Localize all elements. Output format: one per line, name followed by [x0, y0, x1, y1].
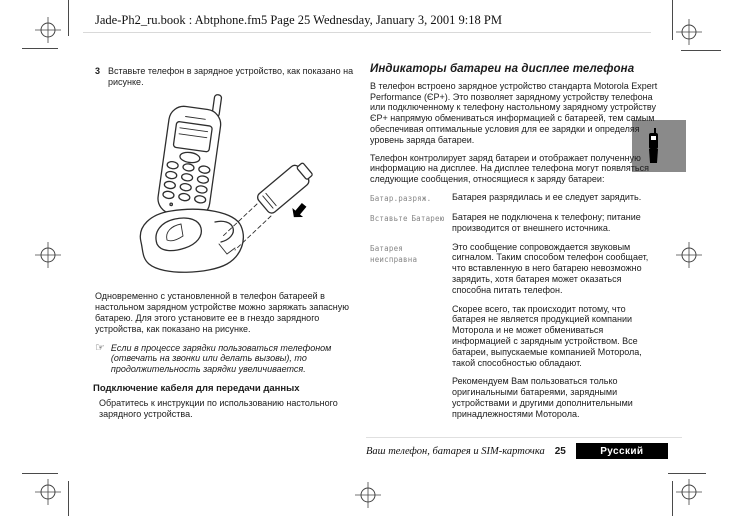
crop-line-bottom-left-v — [68, 481, 69, 516]
header-divider — [83, 32, 651, 33]
display-message: Батар.разряж. — [370, 193, 432, 203]
message-description: Это сообщение сопровождается звуковым сигналом. Таким способом телефон сообщает, что вставленную в него батарею невозможно зарядить, хотя батарея может оказаться способна питать телефон. — [452, 241, 649, 295]
crop-line-top-right-v — [672, 0, 673, 40]
registration-mark-icon — [35, 479, 61, 505]
phone-charger-illustration — [123, 94, 357, 284]
display-message: Вставьте Батарею — [370, 213, 445, 223]
spare-battery-paragraph: Одновременно с установленной в телефон батареей в настольном зарядном устройстве можно заряжать запасную батарею. Для этого установите ее в гнездо зарядного устройства, как показано на рисунке. — [95, 291, 349, 334]
charging-note — [95, 343, 357, 375]
recommendation-paragraph: Рекомендуем Вам пользоваться только оригинальными батареями, зарядными устройствами и другими дополнительными принадлежностями Моторола. — [452, 376, 633, 419]
registration-mark-icon — [355, 482, 381, 508]
footer-divider — [366, 437, 682, 438]
crop-line-top-right-h — [681, 50, 721, 51]
display-message: Батарея неисправна — [370, 243, 418, 264]
step-number: 3 — [95, 66, 101, 76]
crop-line-bottom-right-h — [668, 473, 706, 474]
crop-line-bottom-left-h — [22, 473, 58, 474]
registration-mark-icon — [676, 19, 702, 45]
pointing-hand-icon: ☞ — [95, 341, 105, 354]
display-paragraph: Телефон контролирует заряд батареи и отображает полученную информацию на дисплее. На дисплее телефона могут появляться следующие сообщения, относящиеся к заряду батареи: — [370, 152, 649, 185]
crop-line-top-left-v — [68, 0, 69, 36]
data-cable-paragraph: Обратитесь к инструкции по использованию настольного зарядного устройства. — [99, 397, 338, 419]
step-text: Вставьте телефон в зарядное устройство, как показано на рисунке. — [108, 66, 354, 87]
registration-mark-icon — [676, 479, 702, 505]
crop-line-bottom-right-v — [672, 481, 673, 516]
ep-paragraph: В телефон встроено зарядное устройство стандарта Motorola Expert Performance (ЄР+). Это позволяет зарядному устройству телефона или подключенному к телефону настольному зарядному устройству ЄР+ напрямую обмениваться информацией с батареей, тем самым обеспечивая оптимальные условия для ее зарядки и определяя уровень заряда батареи. — [370, 80, 658, 145]
registration-mark-icon — [35, 242, 61, 268]
registration-mark-icon — [676, 242, 702, 268]
page-number: 25 — [554, 445, 566, 457]
registration-mark-icon — [35, 17, 61, 43]
table-row — [370, 192, 658, 204]
page-footer — [366, 441, 682, 461]
step-3 — [95, 66, 357, 88]
crop-line-top-left-h — [22, 48, 58, 49]
section-heading: Индикаторы батареи на дисплее телефона — [370, 63, 635, 75]
table-row — [370, 212, 658, 234]
table-row — [370, 242, 658, 296]
data-cable-subheading: Подключение кабеля для передачи данных — [93, 382, 300, 394]
note-text: Если в процессе зарядки пользоваться телефоном (отвечать на звонки или делать вызовы), то продолжительность зарядки увеличивается. — [110, 342, 332, 375]
document-header: Jade-Ph2_ru.book : Abtphone.fm5 Page 25 Wednesday, January 3, 2001 9:18 PM — [95, 13, 502, 27]
non-motorola-paragraph: Скорее всего, так происходит потому, что батарея не является продукцией компании Моторола и не может обмениваться информацией с зарядным устройством. Все батареи, выпускаемые компанией Моторола, такой способностью обладают. — [452, 303, 642, 368]
chapter-title: Ваш телефон, батарея и SIM-карточка — [366, 445, 545, 457]
left-column — [95, 66, 357, 419]
message-description: Батарея не подключена к телефону; питание производится от внешнего источника. — [452, 211, 641, 233]
language-tab: Русский — [576, 443, 668, 459]
right-column — [370, 64, 658, 420]
message-description: Батарея разрядилась и ее следует зарядить. — [452, 191, 642, 202]
battery-message-table — [370, 192, 658, 296]
